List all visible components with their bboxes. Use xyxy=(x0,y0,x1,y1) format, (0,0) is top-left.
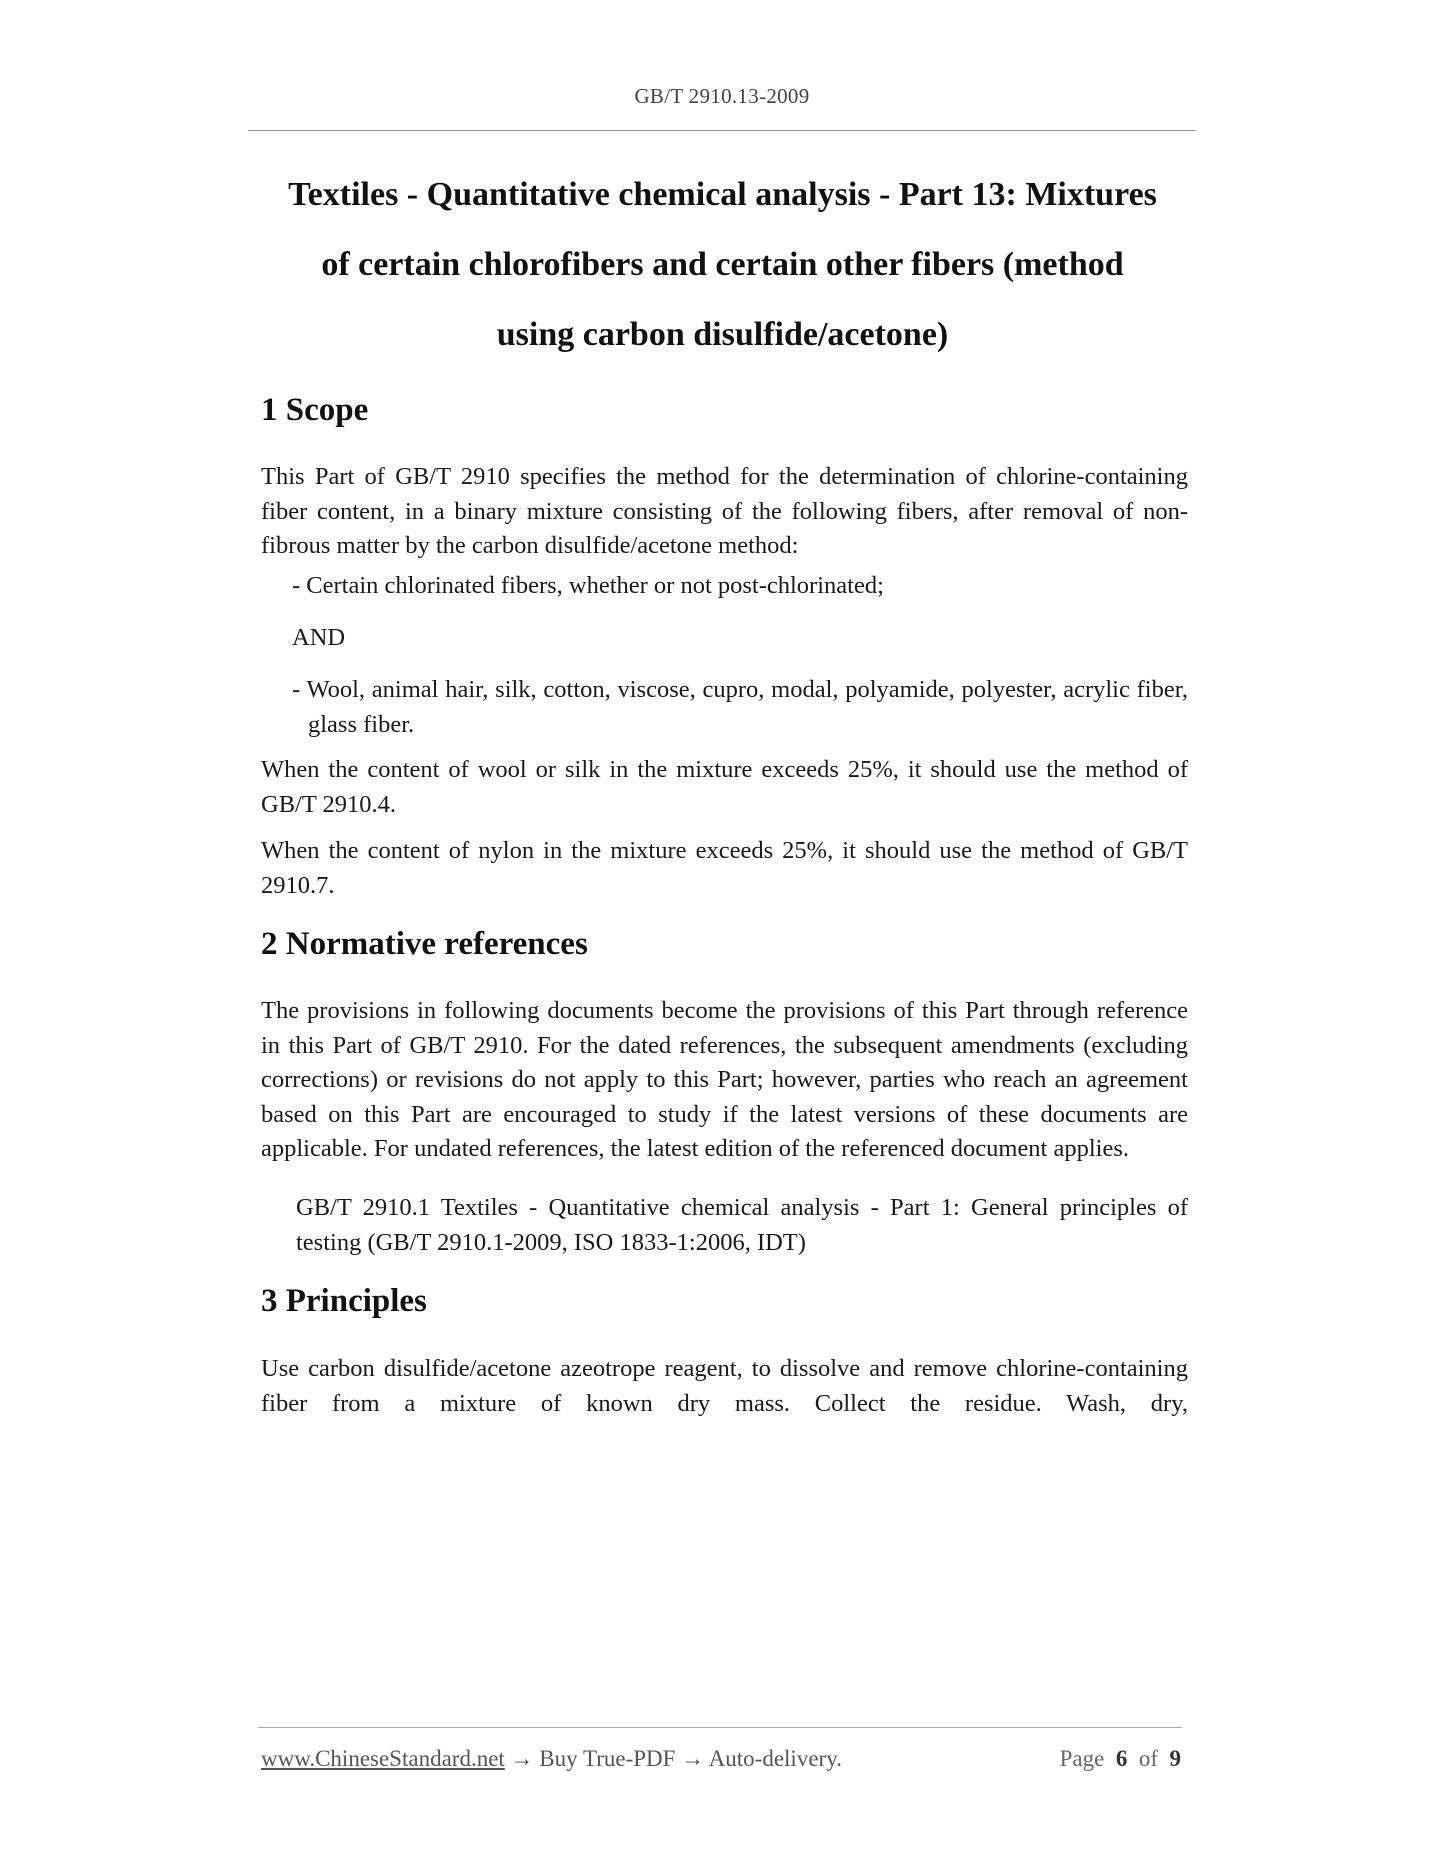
scope-bullet-other-fibers: - Wool, animal hair, silk, cotton, viscose, cupro, modal, polyamide, polyester, acrylic fiber, glass fiber. xyxy=(292,676,1188,738)
page-of-label: of xyxy=(1138,1746,1158,1771)
buy-true-pdf-text: Buy True-PDF xyxy=(539,1746,676,1771)
footer-promo xyxy=(261,1746,842,1772)
title-line-1: Textiles - Quantitative chemical analysis - Part 13: Mixtures xyxy=(288,176,1157,213)
section-heading-scope: 1 Scope xyxy=(261,392,369,428)
page-label: Page xyxy=(1059,1746,1105,1771)
scope-note-wool-silk: When the content of wool or silk in the mixture exceeds 25%, it should use the method of GB/T 2910.4. xyxy=(261,756,1188,818)
running-header: GB/T 2910.13-2009 xyxy=(634,84,810,108)
section-heading-normative-references: 2 Normative references xyxy=(261,926,588,962)
title-line-3: using carbon disulfide/acetone) xyxy=(496,316,949,353)
header-divider xyxy=(248,130,1196,131)
document-title xyxy=(250,160,1195,370)
arrow-right-icon: → xyxy=(510,1746,534,1771)
scope-and-label: AND xyxy=(292,624,346,651)
auto-delivery-text: Auto-delivery. xyxy=(708,1746,842,1771)
normative-reference-item: GB/T 2910.1 Textiles - Quantitative chemical analysis - Part 1: General principles of testing (GB/T 2910.1-2009, ISO 1833-1:2006, IDT) xyxy=(296,1194,1188,1256)
arrow-right-icon: → xyxy=(681,1746,705,1771)
total-pages-number: 9 xyxy=(1169,1746,1181,1771)
principles-paragraph: Use carbon disulfide/acetone azeotrope reagent, to dissolve and remove chlorine-containing fiber from a mixture of known dry mass. Collect the residue. Wash, dry, xyxy=(261,1355,1188,1417)
scope-note-nylon: When the content of nylon in the mixture exceeds 25%, it should use the method of GB/T 2910.7. xyxy=(261,837,1188,899)
page-indicator xyxy=(1060,1746,1181,1772)
chinesestandard-link[interactable]: www.ChineseStandard.net xyxy=(261,1746,505,1771)
title-line-2: of certain chlorofibers and certain other fibers (method xyxy=(321,246,1124,283)
scope-intro-paragraph: This Part of GB/T 2910 specifies the method for the determination of chlorine-containing fiber content, in a binary mixture consisting of the following fibers, after removal of non-fibrous matter by the carbon disulfide/acetone method: xyxy=(261,463,1188,559)
section-heading-principles: 3 Principles xyxy=(261,1283,427,1319)
scope-bullet-chlorinated: - Certain chlorinated fibers, whether or not post-chlorinated; xyxy=(292,572,884,599)
footer-divider xyxy=(258,1727,1182,1728)
current-page-number: 6 xyxy=(1115,1746,1128,1771)
normative-intro-paragraph: The provisions in following documents become the provisions of this Part through reference in this Part of GB/T 2910. For the dated references, the subsequent amendments (excluding corrections) or revisions do not apply to this Part; however, parties who reach an agreement based on this Part are encouraged to study if the latest versions of these documents are applicable. For undated references, the latest edition of the referenced document applies. xyxy=(261,997,1188,1162)
